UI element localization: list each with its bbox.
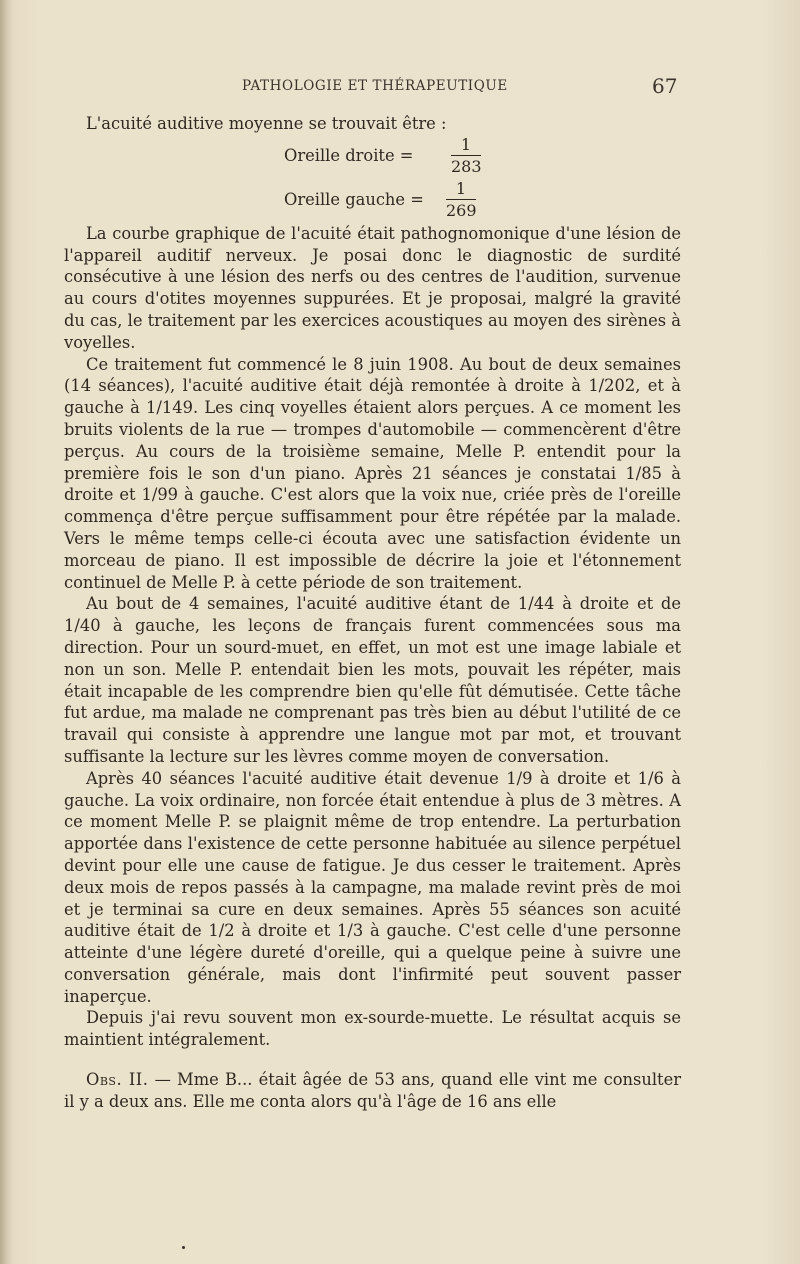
paragraph: La courbe graphique de l'acuité était pathognomonique d'une lésion de l'appareil auditif nerveux. Je posai donc le diagnostic de surdité consécutive à une lésion des nerfs ou des centres de l'audition, survenue au cours d'otites moyennes suppurées. Et je proposai, malgré la gravité du cas, le traitement par les exercices acoustiques au moyen des sirènes à voyelles. — [64, 223, 681, 352]
running-head — [0, 76, 800, 98]
page-number: 67 — [652, 74, 678, 98]
observation-paragraph — [64, 1069, 681, 1113]
left-ear-formula — [64, 179, 681, 223]
paragraph: Depuis j'ai revu souvent mon ex-sourde-muette. Le résultat acquis se maintient intégralement. — [64, 1008, 681, 1050]
intro-line: L'acuité auditive moyenne se trouvait être : — [86, 114, 447, 133]
left-ear-denominator: 269 — [446, 200, 477, 220]
paragraph: Après 40 séances l'acuité auditive était devenue 1/9 à droite et 1/6 à gauche. La voix ordinaire, non forcée était entendue à plus de 3 mètres. A ce moment Melle P. se plaignit même de trop entendre. La perturbation apportée dans l'existence de cette personne habituée au silence perpétuel devint pour elle une cause de fatigue. Je dus cesser le traitement. Après deux mois de repos passés à la campagne, ma malade revint près de moi et je terminai sa cure en deux semaines. Après 55 séances son acuité auditive était de 1/2 à droite et 1/3 à gauche. C'est celle d'une personne atteinte d'une légère dureté d'oreille, qui a quelque peine à suivre une conversation générale, mais dont l'infirmité peut souvent passer inaperçue. — [64, 768, 681, 1006]
page-gutter-shadow — [0, 0, 8, 1264]
left-ear-numerator: 1 — [446, 179, 476, 200]
body-text — [64, 113, 681, 1113]
observation-label: Obs. II. — [86, 1070, 149, 1090]
running-title: PATHOLOGIE ET THÉRAPEUTIQUE — [242, 78, 508, 94]
left-ear-fraction — [446, 179, 476, 220]
section-gap — [64, 1051, 681, 1069]
paragraph: Ce traitement fut commencé le 8 juin 1908. Au bout de deux semaines (14 séances), l'acuité auditive était déjà remontée à droite à 1/202, et à gauche à 1/149. Les cinq voyelles étaient alors perçues. A ce moment les bruits violents de la rue — trompes d'automobile — commencèrent d'être perçus. Au cours de la troisième semaine, Melle P. entendit pour la première fois le son d'un piano. Après 21 séances je constatai 1/85 à droite et 1/99 à gauche. C'est alors que la voix nue, criée près de l'oreille commença d'être perçue suffisamment pour être répétée par la malade. Vers le même temps celle-ci écouta avec une satisfaction évidente un morceau de piano. Il est impossible de décrire la joie et l'étonnement continuel de Melle P. à cette période de son traitement. — [64, 354, 681, 592]
left-ear-label: Oreille gauche = — [284, 189, 424, 209]
right-ear-denominator: 283 — [451, 156, 482, 176]
right-ear-formula — [64, 135, 681, 179]
observation-text: — Mme B... était âgée de 53 ans, quand elle vint me consulter il y a deux ans. Elle me conta alors qu'à l'âge de 16 ans elle — [64, 1070, 681, 1111]
right-ear-label: Oreille droite = — [284, 145, 414, 165]
right-ear-fraction — [451, 135, 481, 176]
paragraph: Au bout de 4 semaines, l'acuité auditive étant de 1/44 à droite et de 1/40 à gauche, les leçons de français furent commencées sous ma direction. Pour un sourd-muet, en effet, un mot est une image labiale et non un son. Melle P. entendait bien les mots, pouvait les répéter, mais était incapable de les comprendre bien qu'elle fût démutisée. Cette tâche fut ardue, ma malade ne comprenant pas très bien au début l'utilité de ce travail qui consiste à apprendre une langue mot par mot, et trouvant suffisante la lecture sur les lèvres comme moyen de conversation. — [64, 594, 681, 766]
right-ear-numerator: 1 — [451, 135, 481, 156]
print-speck — [182, 1246, 185, 1249]
